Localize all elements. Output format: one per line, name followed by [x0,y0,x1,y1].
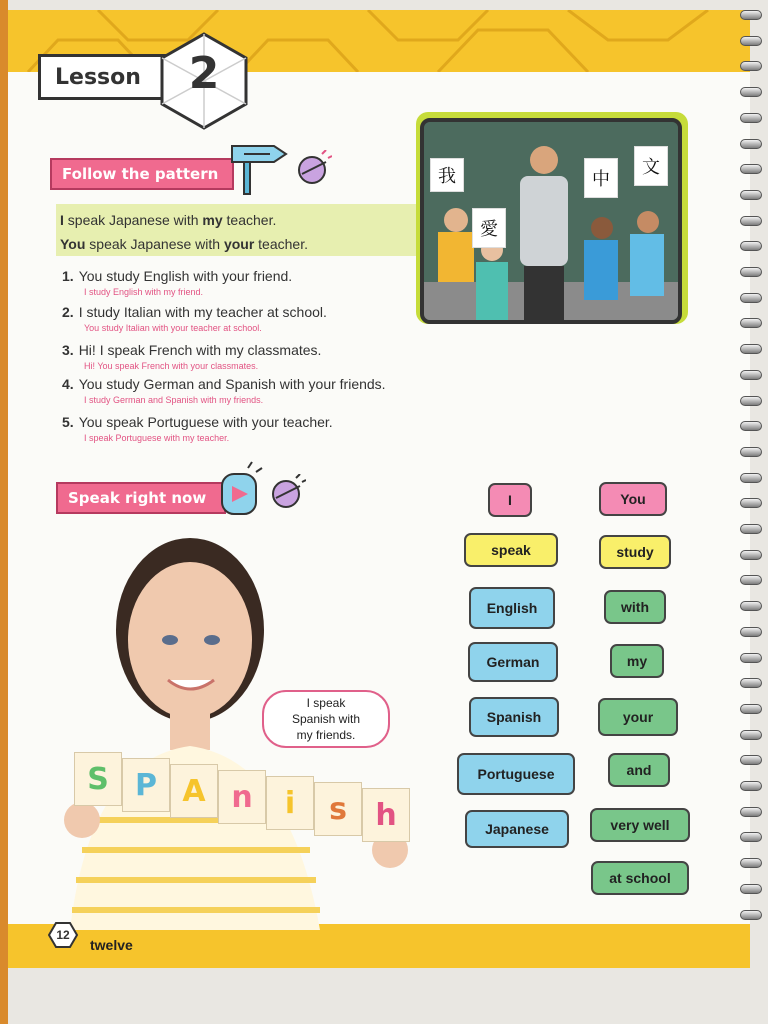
classroom-photo [420,118,682,324]
spiral-ring [740,421,762,431]
word-tile-german[interactable]: German [468,642,558,682]
letter-block: n [218,770,266,824]
spiral-ring [740,241,762,251]
section-title-follow-pattern [50,158,234,190]
spiral-ring [740,575,762,585]
word-tile-portuguese[interactable]: Portuguese [457,753,575,795]
spiral-ring [740,87,762,97]
sign-card-4: 文 [634,146,668,186]
spiral-binding [738,10,768,940]
word-tile-study[interactable]: study [599,535,671,569]
spiral-ring [740,498,762,508]
spiral-ring [740,370,762,380]
spiral-ring [740,293,762,303]
word-tile-spanish[interactable]: Spanish [469,697,559,737]
pencil-eraser-icon [270,474,306,510]
pencil-eraser-icon [296,150,332,186]
spiral-ring [740,473,762,483]
sign-card-3: 中 [584,158,618,198]
lesson-number: 2 [188,48,220,99]
page-number: 12 [56,928,70,942]
signpost-icon [228,140,292,196]
exercise-item-3: 3. Hi! I speak French with my classmates. Hi! You speak French with your classmates. [62,342,322,371]
speech-bubble [262,690,390,748]
word-tile-with[interactable]: with [604,590,666,624]
sign-card-1: 我 [430,158,464,192]
spiral-ring [740,344,762,354]
sign-card-2: 愛 [472,208,506,248]
section-title-text: Speak right now [68,489,207,507]
spiral-ring [740,190,762,200]
spiral-ring [740,858,762,868]
word-tile-you[interactable]: You [599,482,667,516]
lesson-label [38,54,168,100]
spiral-ring [740,678,762,688]
spiral-ring [740,755,762,765]
spiral-ring [740,216,762,226]
exercise-answer-3: Hi! You speak French with your classmates. [84,361,259,371]
letter-block: s [314,782,362,836]
example-line-2: You speak Japanese with your teacher. [60,236,308,252]
spiral-ring [740,318,762,328]
exercise-item-1: 1. You study English with your friend. I study English with my friend. [62,268,293,297]
word-tile-your[interactable]: your [598,698,678,736]
spiral-ring [740,164,762,174]
spiral-ring [740,910,762,920]
spiral-ring [740,730,762,740]
spiral-ring [740,550,762,560]
speaker-icon [218,460,266,520]
bubble-line-3: my friends. [296,728,356,742]
letter-block: h [362,788,410,842]
page-number-word: twelve [90,937,133,953]
book-cover-edge [0,0,8,1024]
word-tile-speak[interactable]: speak [464,533,558,567]
spiral-ring [740,807,762,817]
lesson-label-text: Lesson [55,64,141,90]
bubble-line-2: Spanish with [291,712,361,726]
spiral-ring [740,781,762,791]
spiral-ring [740,524,762,534]
spiral-ring [740,653,762,663]
letter-block: S [74,752,122,806]
spiral-ring [740,627,762,637]
spiral-ring [740,113,762,123]
example-line-1: I speak Japanese with my teacher. [60,212,277,228]
spiral-ring [740,601,762,611]
exercise-answer-2: You study Italian with your teacher at school. [84,323,262,333]
exercise-item-5: 5. You speak Portuguese with your teacher. I speak Portuguese with my teacher. [62,414,333,443]
word-tile-japanese[interactable]: Japanese [465,810,569,848]
spiral-ring [740,36,762,46]
spiral-ring [740,884,762,894]
spiral-ring [740,396,762,406]
exercise-item-4: 4. You study German and Spanish with your friends. I study German and Spanish with my friends. [62,376,386,405]
letter-block: P [122,758,170,812]
spiral-ring [740,267,762,277]
spiral-ring [740,832,762,842]
spiral-ring [740,61,762,71]
word-tile-english[interactable]: English [469,587,555,629]
exercise-answer-1: I study English with my friend. [84,287,204,297]
exercise-answer-4: I study German and Spanish with my friends. [84,395,264,405]
exercise-answer-5: I speak Portuguese with my teacher. [84,433,230,443]
word-tile-at-school[interactable]: at school [591,861,689,895]
word-tile-and[interactable]: and [608,753,670,787]
word-tile-my[interactable]: my [610,644,664,678]
spiral-ring [740,139,762,149]
word-tile-very-well[interactable]: very well [590,808,690,842]
word-tile-i[interactable]: I [488,483,532,517]
letter-block: A [170,764,218,818]
bubble-line-1: I speak [306,696,346,710]
exercise-item-2: 2. I study Italian with my teacher at school. You study Italian with your teacher at school. [62,304,327,333]
spiral-ring [740,10,762,20]
section-title-text: Follow the pattern [62,165,219,183]
letter-block: i [266,776,314,830]
section-title-speak-now [56,482,226,514]
spiral-ring [740,447,762,457]
spiral-ring [740,704,762,714]
